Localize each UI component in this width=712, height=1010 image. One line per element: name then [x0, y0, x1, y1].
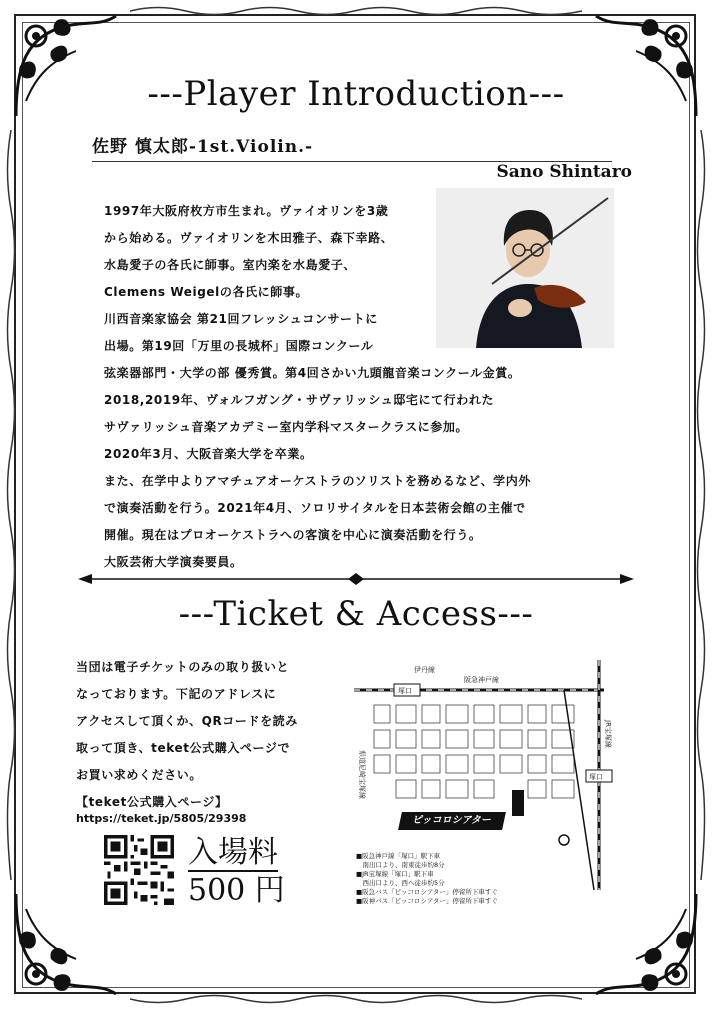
bio-line: 水島愛子の各氏に師事。室内楽を水島愛子、: [104, 258, 357, 272]
border-vine-icon: [694, 130, 708, 880]
page-title: ---Player Introduction---: [147, 74, 565, 114]
player-name: 佐野 慎太郎-1st.Violin.-: [92, 132, 612, 162]
ticket-line: お買い求めください。: [76, 768, 203, 782]
bio-line: サヴァリッシュ音楽アカデミー室内学科マスタークラスに参加。: [104, 420, 469, 434]
bio-line: 1997年大阪府枚方市生まれ。ヴァイオリンを3歳: [104, 204, 389, 218]
bio-line: また、在学中よりアマチュアオーケストラのソリストを務めるなど、学内外: [104, 474, 531, 488]
map-label: JR宝塚線: [604, 720, 612, 748]
bio-line: で演奏活動を行う。2021年4月、ソロリサイタルを日本芸術会館の主催で: [104, 501, 526, 515]
bio-line: 2018,2019年、ヴォルフガング・サヴァリッシュ邸宅にて行われた: [104, 393, 495, 407]
map-legend-line: ■阪急神戸線「塚口」駅下車: [356, 852, 441, 860]
bio-line: 弦楽器部門・大学の部 優秀賞。第4回さかい九頭龍音楽コンクール金賞。: [104, 366, 521, 380]
map-label: 伊丹線: [414, 666, 435, 674]
map-label: 塚口: [589, 773, 603, 781]
theater-map-label: [398, 812, 506, 830]
bio-line: Clemens Weigelの各氏に師事。: [104, 285, 309, 299]
price-label: 入場料: [188, 835, 278, 870]
ticket-line: なっております。下記のアドレスに: [76, 687, 277, 701]
map-label: 阪急神戸線: [464, 676, 499, 684]
ticket-line: 当団は電子チケットのみの取り扱いと: [76, 660, 290, 674]
map-legend-line: ■阪急バス「ピッコロシアター」停留所下車すぐ: [356, 888, 498, 896]
map-legend-line: 西出口より、西へ徒歩約5分: [356, 879, 445, 887]
player-photo: [436, 188, 614, 348]
border-vine-icon: [130, 992, 582, 1006]
ticket-url-link[interactable]: https://teket.jp/5805/29398: [76, 812, 247, 825]
bio-line: 大阪芸術大学演奏要員。: [104, 555, 243, 569]
ornament-corner-icon: [586, 884, 706, 1004]
border-vine-icon: [4, 130, 18, 880]
bio-line: から始める。ヴァイオリンを木田雅子、森下幸路、: [104, 231, 394, 245]
map-legend-line: 南出口より、南東徒歩約8分: [356, 861, 445, 869]
section-title-ticket: ---Ticket & Access---: [178, 594, 534, 634]
map-legend-line: ■阪神バス「ピッコロシアター」停留所下車すぐ: [356, 897, 498, 905]
ticket-line: アクセスして頂くか、QRコードを読み: [76, 714, 298, 728]
theater-name: ピッコロシアター: [411, 815, 493, 826]
player-name-romaji: Sano Shintaro: [496, 162, 632, 182]
map-legend: [356, 852, 516, 906]
price-value: 500 円: [188, 873, 285, 908]
bio-intro: [104, 198, 434, 360]
bio-line: 川西音楽家協会 第21回フレッシュコンサートに: [104, 312, 378, 326]
map-legend-line: ■JR宝塚線「塚口」駅下車: [356, 870, 434, 878]
bio-line: 開催。現在はプロオーケストラへの客演を中心に演奏活動を行う。: [104, 528, 482, 542]
map-label: 塚口: [398, 687, 412, 695]
ticket-line: 【teket公式購入ページ】: [76, 795, 228, 809]
bio-line: 出場。第19回「万里の長城杯」国際コンクール: [104, 339, 374, 353]
ticket-description: [76, 654, 346, 816]
qr-code-icon[interactable]: [104, 835, 174, 905]
border-vine-icon: [130, 4, 582, 18]
map-label: 県道尼崎宝塚線: [358, 750, 366, 799]
ornament-divider-icon: [78, 572, 634, 586]
bio-detail: [104, 360, 614, 576]
ticket-line: 取って頂き、teket公式購入ページで: [76, 741, 291, 755]
bio-line: 2020年3月、大阪音楽大学を卒業。: [104, 447, 313, 461]
